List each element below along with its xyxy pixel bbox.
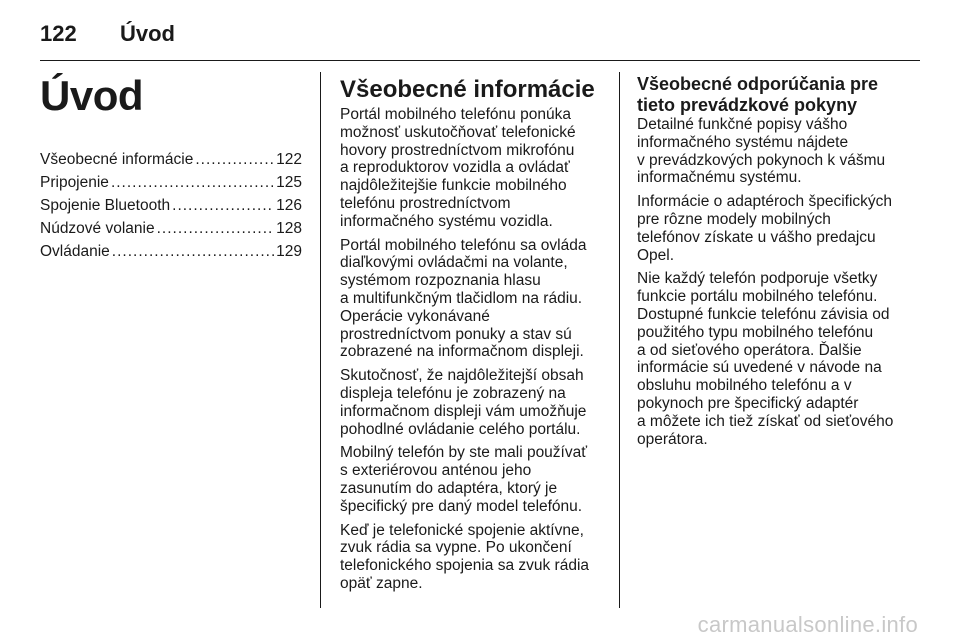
recommendations-column: [637, 66, 905, 454]
paragraph: Nie každý telefón podporuje všetky funkcie portálu mobilného telefónu. Dostupné funkcie telefónu závisia od použitého typu mobilného telefónu a od sieťového operátora. Ďalšie informácie sú uvedené v návode na obsluhu mobilného telefónu a v pokynoch pre špecifický adaptér a môžete ich tiež získať od sieťového operátora.: [637, 270, 894, 448]
paragraph: Portál mobilného telefónu sa ovláda diaľkovými ovládačmi na volante, systémom rozpoznania hlasu a multifunkčným tlačidlom na rádiu. Operácie vykonávané prostredníctvom ponuky a stav sú zobrazené na informačnom displeji.: [340, 236, 587, 361]
toc-leader-dots: [172, 194, 274, 217]
toc-leader-dots: [111, 171, 274, 194]
section-title-recommendations: Všeobecné odporúčania pre tieto prevádzkové pokyny: [637, 74, 879, 115]
paragraph: Skutočnosť, že najdôležitejší obsah displeja telefónu je zobrazený na informačnom displeji vám umožňuje pohodlné ovládanie celého portálu.: [340, 367, 587, 438]
header-rule: [40, 60, 920, 61]
paragraph: Detailné funkčné popisy vášho informačného systému nájdete v prevádzkových pokynoch k vášmu informačnému systému.: [637, 116, 886, 187]
toc-column: [40, 66, 302, 263]
toc-entry[interactable]: [40, 171, 302, 194]
toc-leader-dots: [195, 148, 274, 171]
toc-entry[interactable]: [40, 148, 302, 171]
watermark-text: carmanualsonline.info: [697, 612, 918, 637]
paragraph: Portál mobilného telefónu ponúka možnosť uskutočňovať telefonické hovory prostredníctvom mikrofónu a reproduktorov vozidla a ovládať najdôležitejšie funkcie mobilného telefónu prostredníctvom informačného systému vozidla.: [340, 106, 576, 230]
page-header: [40, 14, 920, 54]
toc-entry[interactable]: [40, 217, 302, 240]
toc-entry-label: Ovládanie: [40, 243, 110, 260]
toc-entry-label: Núdzové volanie: [40, 220, 155, 237]
toc-entry-label: Spojenie Bluetooth: [40, 197, 171, 214]
toc-entry-page: 126: [276, 197, 302, 214]
column-divider-2: [619, 72, 620, 608]
paragraph: Mobilný telefón by ste mali používať s exteriérovou anténou jeho zasunutím do adaptéra, ktorý je špecifický pre daný model telefónu.: [340, 444, 588, 515]
toc-leader-dots: [112, 240, 274, 263]
paragraph: Informácie o adaptéroch špecifických pre rôzne modely mobilných telefónov získate u vášho predajcu Opel.: [637, 193, 893, 264]
toc-entry-page: 122: [276, 151, 302, 168]
toc-entry-page: 129: [276, 243, 302, 260]
toc-entry-label: Všeobecné informácie: [40, 151, 194, 168]
table-of-contents: [40, 148, 302, 263]
chapter-title: Úvod: [40, 72, 143, 119]
column-divider-1: [320, 72, 321, 608]
toc-entry-page: 125: [276, 174, 302, 191]
page-number: 122: [40, 21, 77, 46]
toc-entry[interactable]: [40, 240, 302, 263]
general-info-column: [340, 66, 602, 599]
toc-entry-label: Pripojenie: [40, 174, 109, 191]
toc-entry-page: 128: [276, 220, 302, 237]
header-title: Úvod: [120, 21, 175, 46]
toc-leader-dots: [157, 217, 275, 240]
toc-entry[interactable]: [40, 194, 302, 217]
section-title-general-info: Všeobecné informácie: [340, 76, 595, 103]
paragraph: Keď je telefonické spojenie aktívne, zvuk rádia sa vypne. Po ukončení telefonického spojenia sa zvuk rádia opäť zapne.: [340, 521, 590, 592]
